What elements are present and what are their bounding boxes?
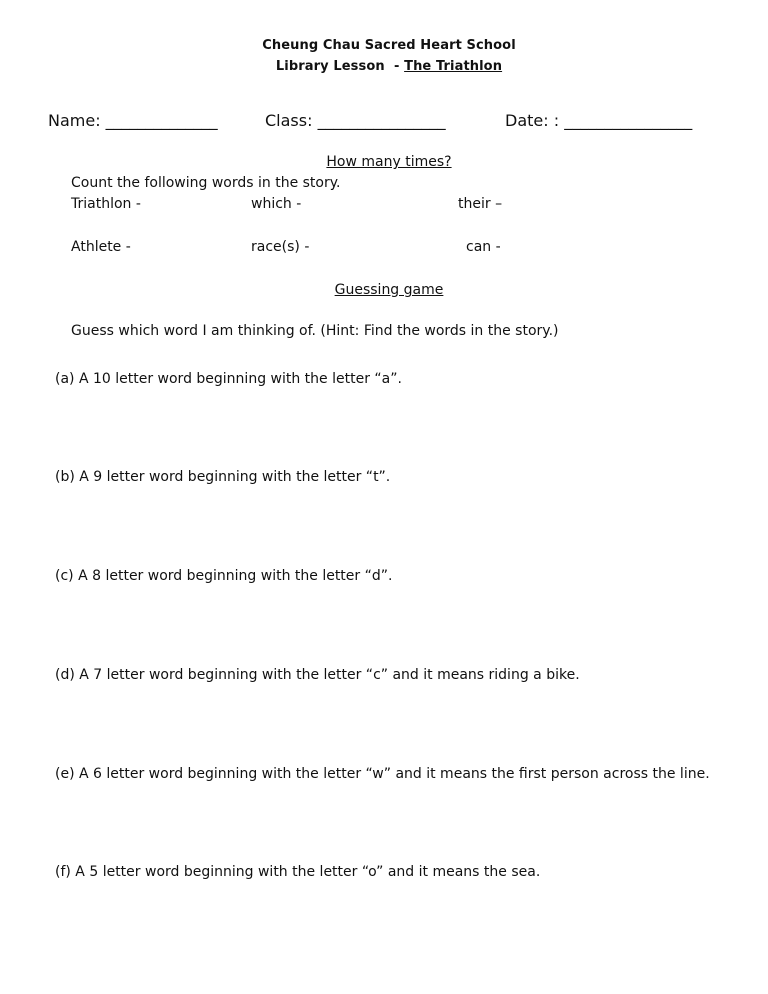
name-field: Name: ______________	[48, 111, 218, 130]
count-instruction: Count the following words in the story.	[71, 175, 341, 191]
school-name: Cheung Chau Sacred Heart School	[262, 38, 516, 53]
date-field: Date: : ________________	[505, 111, 693, 130]
count-heading: How many times?	[326, 154, 452, 170]
guessing-instruction: Guess which word I am thinking of. (Hint: Find the words in the story.)	[71, 323, 559, 339]
class-field: Class: ________________	[265, 111, 446, 130]
question-f: (f) A 5 letter word beginning with the letter “o” and it means the sea.	[55, 864, 541, 880]
lesson-topic: The Triathlon	[404, 59, 503, 74]
count-word-races: race(s) -	[251, 239, 310, 255]
lesson-title	[0, 59, 768, 74]
lesson-prefix: Library Lesson -	[275, 59, 405, 74]
guessing-heading: Guessing game	[334, 282, 444, 298]
question-c: (c) A 8 letter word beginning with the letter “d”.	[55, 568, 393, 584]
count-word-their: their –	[458, 196, 503, 212]
question-a: (a) A 10 letter word beginning with the letter “a”.	[55, 371, 402, 387]
question-e: (e) A 6 letter word beginning with the letter “w” and it means the first person across the line.	[55, 766, 710, 782]
count-word-can: can -	[466, 239, 501, 255]
count-word-triathlon: Triathlon -	[71, 196, 141, 212]
count-word-athlete: Athlete -	[71, 239, 131, 255]
question-b: (b) A 9 letter word beginning with the letter “t”.	[55, 469, 391, 485]
question-d: (d) A 7 letter word beginning with the letter “c” and it means riding a bike.	[55, 667, 580, 683]
count-word-which: which -	[251, 196, 302, 212]
